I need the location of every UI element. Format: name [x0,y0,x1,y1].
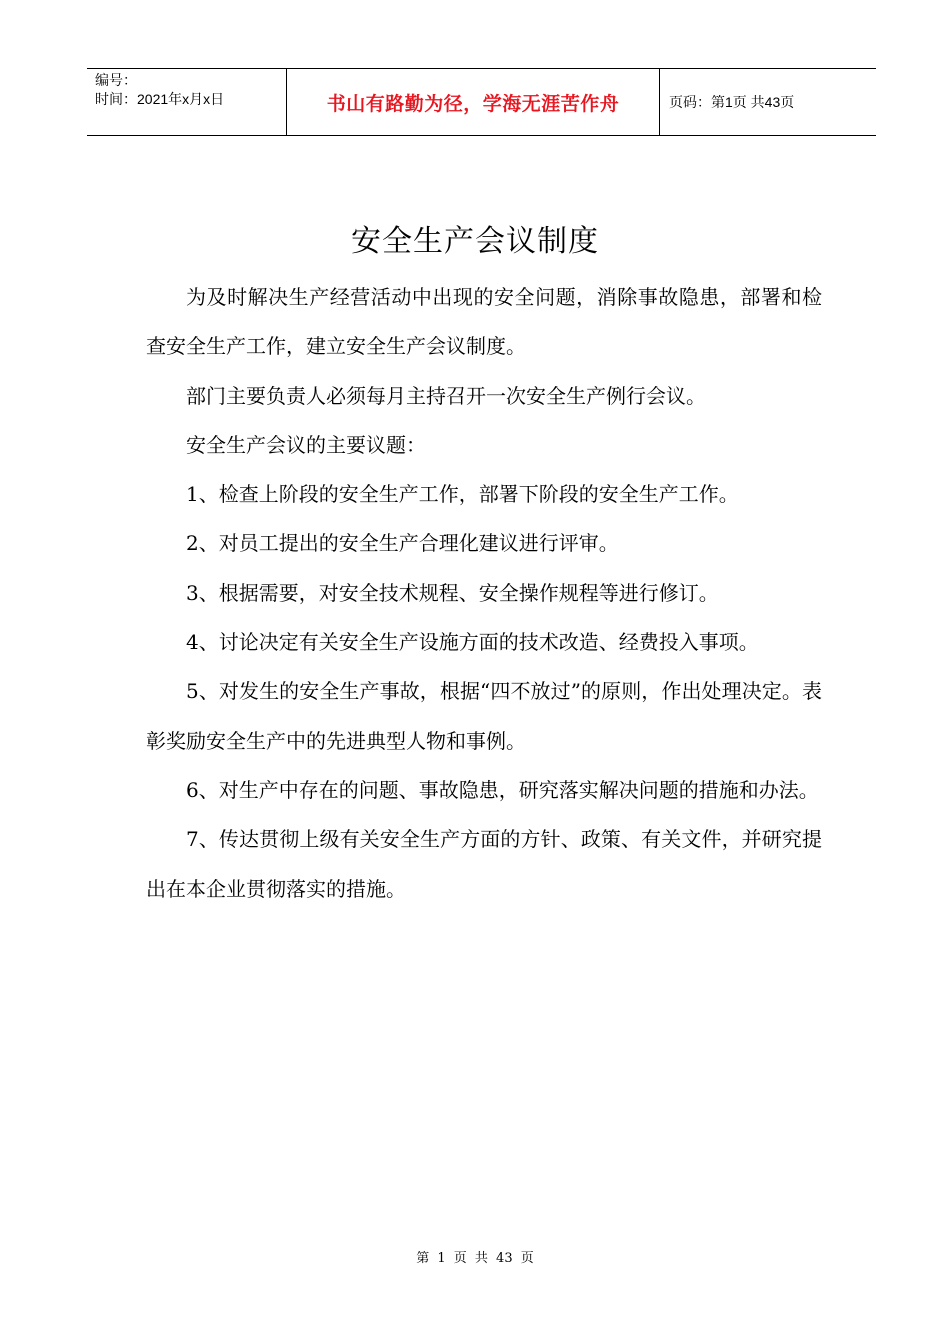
list-item-2: 2、对员工提出的安全生产合理化建议进行评审。 [186,531,619,556]
document-body [146,273,822,914]
list-item-4: 4、讨论决定有关安全生产设施方面的技术改造、经费投入事项。 [186,630,759,655]
paragraph-topics-heading: 安全生产会议的主要议题： [186,432,426,457]
document-title: 安全生产会议制度 [351,224,599,259]
paragraph-intro: 为及时解决生产经营活动中出现的安全问题，消除事故隐患，部署和检查安全生产工作，建立安全生产会议制度。 [146,285,822,359]
header-table [87,68,876,136]
document-number-label: 编号： [95,72,137,88]
header-page-info: 页码：第1页 共43页 [669,94,795,110]
document-time-label: 时间：2021年x月x日 [95,91,225,107]
header-motto: 书山有路勤为径，学海无涯苦作舟 [287,69,660,135]
list-item-5: 5、对发生的安全生产事故，根据“四不放过”的原则，作出处理决定。表彰奖励安全生产中的先进典型人物和事例。 [146,679,822,753]
list-item-6: 6、对生产中存在的问题、事故隐患，研究落实解决问题的措施和办法。 [186,777,819,802]
list-item-7: 7、传达贯彻上级有关安全生产方面的方针、政策、有关文件，并研究提出在本企业贯彻落实的措施。 [146,827,822,901]
page-footer: 第 1 页 共 43 页 [416,1251,534,1266]
paragraph-monthly-meeting: 部门主要负责人必须每月主持召开一次安全生产例行会议。 [186,383,706,408]
header-meta-cell [87,69,287,135]
list-item-1: 1、检查上阶段的安全生产工作，部署下阶段的安全生产工作。 [186,482,739,507]
list-item-3: 3、根据需要，对安全技术规程、安全操作规程等进行修订。 [186,580,719,605]
